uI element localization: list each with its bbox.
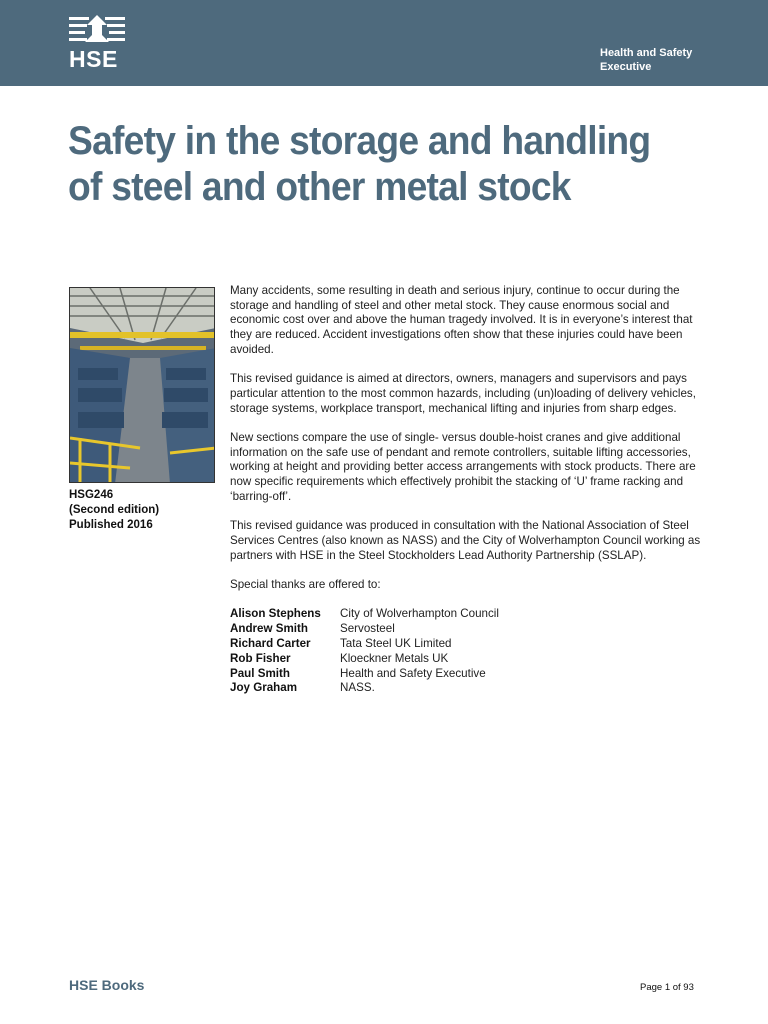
thanks-org: Kloeckner Metals UK xyxy=(340,651,449,665)
table-row xyxy=(230,667,499,682)
agency-line-1: Health and Safety xyxy=(600,47,693,59)
publication-code: HSG246 xyxy=(69,489,114,501)
header-band xyxy=(0,0,768,86)
publication-edition: (Second edition) xyxy=(69,504,160,516)
thanks-name: Alison Stephens xyxy=(230,607,321,621)
table-row xyxy=(230,637,499,652)
table-row xyxy=(230,607,499,622)
thanks-table xyxy=(230,607,499,696)
table-row xyxy=(230,681,499,696)
paragraph-thanks: Special thanks are offered to: xyxy=(230,578,381,591)
paragraph-audience: This revised guidance is aimed at directors, owners, managers and supervisors and pays particular attention to the most common hazards, including (un)loading of delivery vehicles, storage systems, workplace transport, mechanical lifting and injuries from sharp edges. xyxy=(230,372,696,415)
thanks-org: Servosteel xyxy=(340,622,395,636)
publication-info xyxy=(69,488,219,533)
warehouse-photo-art xyxy=(70,288,215,483)
thanks-name: Richard Carter xyxy=(230,636,311,650)
page-number: Page 1 of 93 xyxy=(640,982,694,993)
thanks-org: NASS. xyxy=(340,681,375,695)
table-row xyxy=(230,622,499,637)
thanks-org: City of Wolverhampton Council xyxy=(340,607,499,621)
paragraph-consultation: This revised guidance was produced in consultation with the National Association of Steel Services Centres (also known as NASS) and the City of Wolverhampton Council working as partners with HSE in the Steel Stockholders Lead Authority Partnership (SSLAP). xyxy=(230,519,701,562)
logo-text: HSE xyxy=(69,46,118,72)
paragraph-intro: Many accidents, some resulting in death and serious injury, continue to occur during the storage and handling of steel and other metal stock. They cause enormous social and economic cost over and above the human tragedy involved. It is in everyone’s interest that they are reduced. Accident investigations often show that these injuries could have been avoided. xyxy=(230,284,693,356)
footer-hse-books: HSE Books xyxy=(69,977,145,993)
paragraph-new-sections: New sections compare the use of single- versus double-hoist cranes and give additional information on the safe use of pendant and remote controllers, suitable lifting accessories, working at height and providing better access arrangements with stock products. There are now specific requirements which effectively prohibit the stacking of ‘U’ frame racking and ‘barring-off’. xyxy=(230,431,696,503)
agency-name xyxy=(600,46,740,74)
thanks-name: Rob Fisher xyxy=(230,651,291,665)
thanks-org: Health and Safety Executive xyxy=(340,666,486,680)
body-text xyxy=(230,284,705,696)
document-title: Safety in the storage and handling of steel and other metal stock xyxy=(68,119,651,209)
thanks-name: Andrew Smith xyxy=(230,622,308,636)
table-row xyxy=(230,652,499,667)
thanks-name: Joy Graham xyxy=(230,681,298,695)
thanks-org: Tata Steel UK Limited xyxy=(340,636,452,650)
agency-line-2: Executive xyxy=(600,61,652,73)
thanks-name: Paul Smith xyxy=(230,666,290,680)
warehouse-photo xyxy=(69,287,215,483)
publication-date: Published 2016 xyxy=(69,519,153,531)
